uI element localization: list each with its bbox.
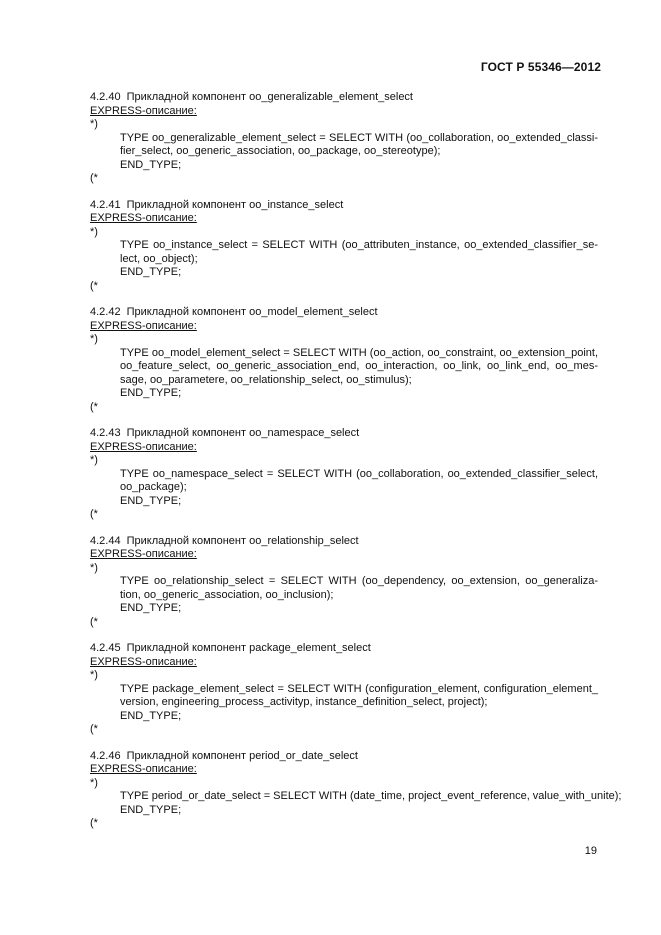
page-number: 19 <box>584 845 597 857</box>
clause-title: Прикладной компонент oo_relationship_select <box>126 534 359 547</box>
end-type-line: END_TYPE; <box>120 709 182 722</box>
code-line: oo_feature_select, oo_generic_association_end, oo_interaction, oo_link, oo_link_end, oo_mes- <box>120 360 598 372</box>
clause-heading <box>90 199 598 213</box>
clause-heading <box>90 91 598 105</box>
comment-open-marker: *) <box>90 776 98 789</box>
clause-heading <box>90 750 598 764</box>
express-code-block <box>90 347 598 401</box>
express-code-block <box>90 575 598 616</box>
clause-title: Прикладной компонент oo_generalizable_element_select <box>126 91 413 103</box>
clause-number: 4.2.45 <box>90 642 121 654</box>
express-code-block <box>90 239 598 280</box>
clause-title: Прикладной компонент oo_instance_select <box>126 198 344 211</box>
express-label: EXPRESS-описание: <box>90 763 197 775</box>
clause-4-2-40 <box>90 91 598 186</box>
code-line: TYPE oo_model_element_select = SELECT WITH (oo_action, oo_constraint, oo_extension_point, <box>120 346 598 359</box>
code-line: TYPE oo_generalizable_element_select = SELECT WITH (oo_collaboration, oo_extended_classi- <box>120 131 598 144</box>
express-code-block <box>90 468 598 509</box>
clause-4-2-44 <box>90 535 598 630</box>
comment-close-marker: (* <box>90 279 98 292</box>
end-type-line: END_TYPE; <box>120 494 182 507</box>
code-line: lect, oo_object); <box>120 252 198 265</box>
end-type-line: END_TYPE; <box>120 266 182 278</box>
clause-title: Прикладной компонент oo_namespace_select <box>126 427 360 439</box>
express-label: EXPRESS-описание: <box>90 655 197 668</box>
comment-close-marker: (* <box>90 723 98 735</box>
code-line: version, engineering_process_activityp, instance_definition_select, project); <box>120 696 488 708</box>
clause-heading <box>90 642 598 656</box>
code-line: TYPE oo_relationship_select = SELECT WITH (oo_dependency, oo_extension, oo_generaliza- <box>120 575 598 587</box>
clause-title: Прикладной компонент oo_model_element_select <box>126 306 378 318</box>
clause-4-2-46 <box>90 749 622 831</box>
code-line: TYPE package_element_select = SELECT WITH (configuration_element, configuration_element_ <box>120 682 598 695</box>
comment-close-marker: (* <box>90 817 98 829</box>
comment-open-marker: *) <box>90 225 98 238</box>
document-body <box>90 91 622 844</box>
clause-title: Прикладной компонент package_element_select <box>126 642 371 654</box>
express-label: EXPRESS-описание: <box>90 212 197 224</box>
code-line: TYPE period_or_date_select = SELECT WITH (date_time, project_event_reference, value_with_unite); <box>120 790 622 802</box>
clause-heading <box>90 535 598 549</box>
express-label: EXPRESS-описание: <box>90 319 197 332</box>
express-code-block <box>90 683 598 724</box>
clause-number: 4.2.44 <box>90 534 121 547</box>
comment-close-marker: (* <box>90 615 98 628</box>
comment-open-marker: *) <box>90 561 98 574</box>
comment-open-marker: *) <box>90 669 98 681</box>
code-line: TYPE oo_namespace_select = SELECT WITH (oo_collaboration, oo_extended_classifier_select, <box>120 467 598 480</box>
express-code-block <box>90 790 622 817</box>
clause-number: 4.2.42 <box>90 306 121 318</box>
code-line: oo_package); <box>120 481 187 493</box>
end-type-line: END_TYPE; <box>120 158 182 171</box>
clause-4-2-41 <box>90 199 598 294</box>
express-label: EXPRESS-описание: <box>90 440 197 453</box>
clause-number: 4.2.43 <box>90 427 121 439</box>
clause-title: Прикладной компонент period_or_date_select <box>126 749 358 762</box>
end-type-line: END_TYPE; <box>120 602 182 614</box>
code-line: tion, oo_generic_association, oo_inclusion); <box>120 588 334 601</box>
clause-number: 4.2.41 <box>90 198 121 211</box>
express-code-block <box>90 132 598 173</box>
clause-4-2-43 <box>90 427 598 522</box>
clause-number: 4.2.46 <box>90 749 121 762</box>
express-label: EXPRESS-описание: <box>90 104 197 117</box>
express-label: EXPRESS-описание: <box>90 548 197 560</box>
clause-4-2-42 <box>90 306 598 414</box>
comment-close-marker: (* <box>90 400 98 413</box>
comment-close-marker: (* <box>90 172 98 184</box>
clause-heading <box>90 306 598 320</box>
end-type-line: END_TYPE; <box>120 387 182 399</box>
standard-header: ГОСТ Р 55346—2012 <box>480 60 601 74</box>
clause-number: 4.2.40 <box>90 91 121 103</box>
code-line: sage, oo_parametere, oo_relationship_select, oo_stimulus); <box>120 373 412 386</box>
clause-heading <box>90 427 598 441</box>
code-line: fier_select, oo_generic_association, oo_package, oo_stereotype); <box>120 145 441 157</box>
end-type-line: END_TYPE; <box>120 803 182 816</box>
comment-open-marker: *) <box>90 333 98 345</box>
clause-4-2-45 <box>90 642 598 737</box>
comment-close-marker: (* <box>90 508 98 520</box>
comment-open-marker: *) <box>90 454 98 466</box>
comment-open-marker: *) <box>90 118 98 130</box>
code-line: TYPE oo_instance_select = SELECT WITH (oo_attributen_instance, oo_extended_classifier_se- <box>120 239 598 251</box>
